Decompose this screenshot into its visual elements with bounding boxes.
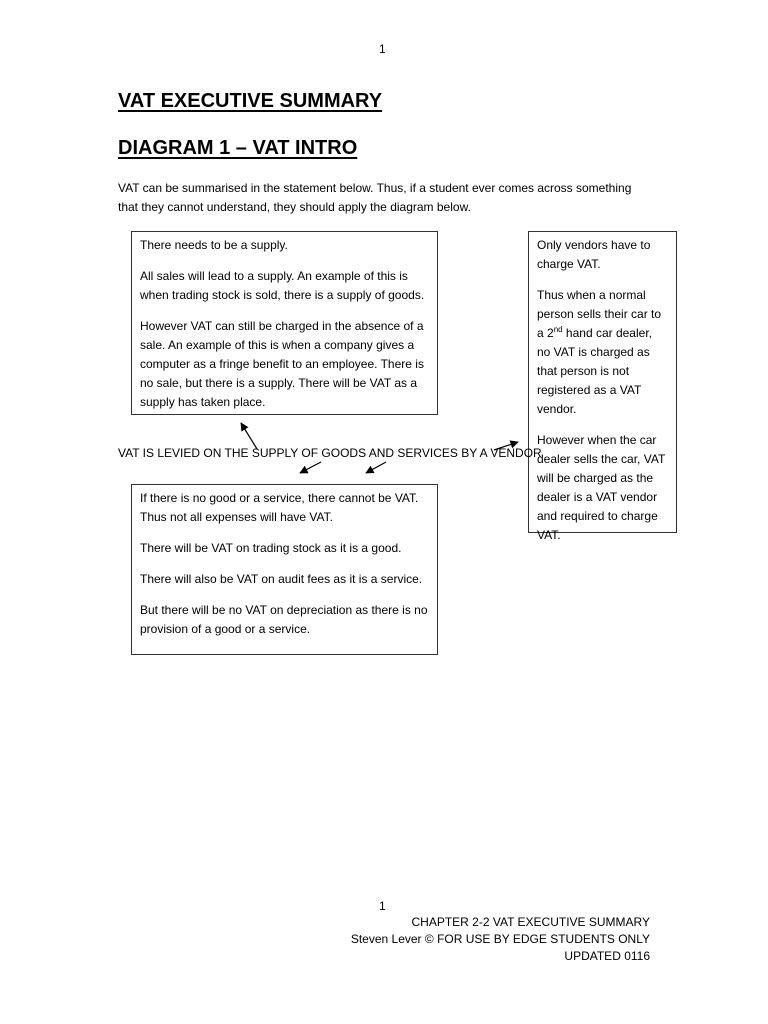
diagram-title: DIAGRAM 1 – VAT INTRO	[118, 137, 358, 159]
intro-line: that they cannot understand, they should apply the diagram below.	[118, 200, 471, 214]
goods-paragraph: There will be VAT on trading stock as it is a good.	[140, 541, 402, 555]
arrow-to-goods-box-left	[300, 462, 321, 473]
footer-chapter: CHAPTER 2-2 VAT EXECUTIVE SUMMARY	[411, 915, 650, 929]
arrow-to-vendor-box	[494, 442, 518, 450]
supply-paragraph: However VAT can still be charged in the absence of a sale. An example of this is when a company gives a computer as a fringe benefit to an employee. There is no sale, but there is a supply. There will be VAT as a supply has taken place.	[140, 319, 424, 409]
goods-paragraph: But there will be no VAT on depreciation as there is no provision of a good or a service.	[140, 603, 428, 636]
arrow-to-goods-box-right	[366, 462, 386, 473]
vendor-paragraph: However when the car dealer sells the car, VAT will be charged as the dealer is a VAT vendor and required to charge VAT.	[537, 433, 666, 542]
ordinal-suffix: nd	[553, 325, 563, 334]
vendor-text: hand car dealer, no VAT is charged as that person is not registered as a VAT vendor.	[537, 326, 652, 416]
supply-paragraph: There needs to be a supply.	[140, 238, 288, 252]
central-statement: VAT IS LEVIED ON THE SUPPLY OF GOODS AND SERVICES BY A VENDOR	[118, 446, 542, 460]
footer-copyright: Steven Lever © FOR USE BY EDGE STUDENTS ONLY	[350, 932, 650, 946]
arrow-to-supply-box	[241, 423, 257, 449]
footer-updated: UPDATED 0116	[564, 949, 650, 963]
footer-page-number: 1	[379, 899, 386, 913]
vendor-paragraph: Only vendors have to charge VAT.	[537, 238, 651, 271]
header-page-number: 1	[379, 42, 386, 56]
supply-paragraph: All sales will lead to a supply. An example of this is when trading stock is sold, there is a supply of goods.	[140, 269, 425, 302]
document-title: VAT EXECUTIVE SUMMARY	[118, 90, 383, 112]
goods-paragraph: There will also be VAT on audit fees as it is a service.	[140, 572, 423, 586]
vendor-text: Thus when a normal person sells their car to a 2	[537, 288, 662, 340]
footer	[250, 914, 650, 965]
goods-paragraph: If there is no good or a service, there cannot be VAT. Thus not all expenses will have VAT.	[140, 491, 419, 524]
intro-line: VAT can be summarised in the statement below. Thus, if a student ever comes across something	[118, 181, 632, 195]
